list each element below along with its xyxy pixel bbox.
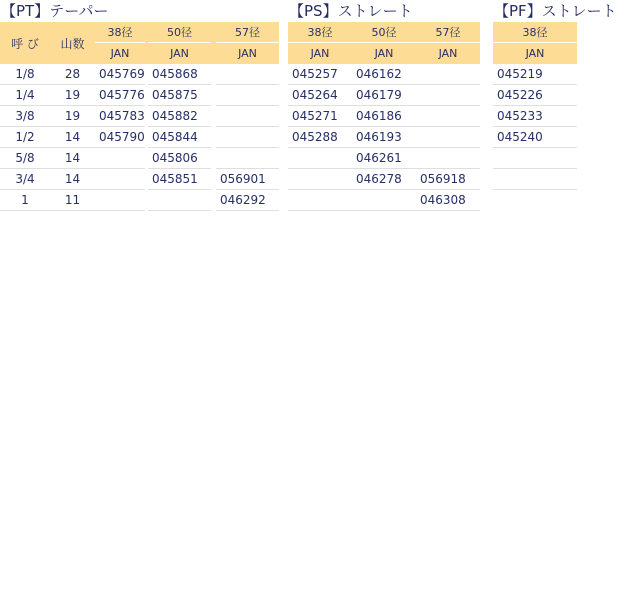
pt-size: 1/2 [0, 127, 50, 148]
table-row [0, 127, 279, 148]
pt-title: 【PT】テーパー [1, 2, 109, 20]
ps-jan-38: 045288 [288, 127, 352, 148]
table-row [493, 169, 577, 190]
pt-size: 3/4 [0, 169, 50, 190]
pf-jan-38 [493, 148, 577, 169]
ps-table [288, 22, 480, 211]
pt-jan-38 [95, 169, 145, 190]
pt-jan-50: 045868 [148, 64, 211, 85]
table-row [0, 148, 279, 169]
pt-jan-50: 045844 [148, 127, 211, 148]
pt-size: 1 [0, 190, 50, 211]
pt-jan-38 [95, 190, 145, 211]
ps-jan-57: 056918 [416, 169, 480, 190]
ps-jan-50 [352, 190, 416, 211]
pt-header-38: 38径 [95, 22, 145, 43]
pf-jan-38: 045233 [493, 106, 577, 127]
pf-jan-38 [493, 169, 577, 190]
pt-jan-38: 045769 [95, 64, 145, 85]
pt-threads: 19 [50, 85, 95, 106]
ps-header-57-jan: JAN [416, 43, 480, 65]
ps-header-38-jan: JAN [288, 43, 352, 65]
pt-header-50-jan: JAN [148, 43, 211, 65]
pt-table [0, 22, 279, 211]
ps-jan-57 [416, 85, 480, 106]
table-row [493, 127, 577, 148]
pt-header-57-jan: JAN [216, 43, 279, 65]
pt-threads: 28 [50, 64, 95, 85]
table-row [288, 148, 480, 169]
pt-threads: 11 [50, 190, 95, 211]
pt-threads: 14 [50, 127, 95, 148]
ps-jan-50: 046193 [352, 127, 416, 148]
pt-jan-50: 045806 [148, 148, 211, 169]
ps-jan-38 [288, 148, 352, 169]
pf-header-38: 38径 [493, 22, 577, 43]
ps-jan-50: 046186 [352, 106, 416, 127]
ps-jan-50: 046179 [352, 85, 416, 106]
ps-jan-50: 046261 [352, 148, 416, 169]
pt-jan-50: 045882 [148, 106, 211, 127]
table-row [288, 169, 480, 190]
pt-jan-57 [216, 148, 279, 169]
pt-jan-50: 045875 [148, 85, 211, 106]
pf-title: 【PF】ストレート [494, 2, 617, 20]
ps-section [288, 0, 480, 211]
ps-jan-38: 045257 [288, 64, 352, 85]
pf-table [493, 22, 577, 190]
pt-size: 1/8 [0, 64, 50, 85]
table-row [288, 190, 480, 211]
ps-jan-57 [416, 127, 480, 148]
pt-jan-38: 045776 [95, 85, 145, 106]
ps-header-50: 50径 [352, 22, 416, 43]
pt-size: 3/8 [0, 106, 50, 127]
table-row [288, 106, 480, 127]
table-row [0, 190, 279, 211]
ps-header-50-jan: JAN [352, 43, 416, 65]
pt-jan-57: 056901 [216, 169, 279, 190]
pf-jan-38: 045219 [493, 64, 577, 85]
ps-jan-38: 045264 [288, 85, 352, 106]
table-row [493, 148, 577, 169]
table-row [493, 106, 577, 127]
pt-threads: 14 [50, 148, 95, 169]
ps-title: 【PS】ストレート [289, 2, 413, 20]
ps-jan-57 [416, 106, 480, 127]
ps-jan-57 [416, 64, 480, 85]
pt-size: 1/4 [0, 85, 50, 106]
ps-jan-50: 046162 [352, 64, 416, 85]
pt-header-50: 50径 [148, 22, 211, 43]
ps-jan-57 [416, 148, 480, 169]
ps-jan-38 [288, 169, 352, 190]
pt-jan-57: 046292 [216, 190, 279, 211]
ps-jan-38 [288, 190, 352, 211]
table-row [0, 64, 279, 85]
pt-header-size: 呼 び [0, 22, 50, 64]
pt-jan-50 [148, 190, 211, 211]
ps-jan-50: 046278 [352, 169, 416, 190]
pf-header-38-jan: JAN [493, 43, 577, 65]
table-row [493, 85, 577, 106]
pf-jan-38: 045240 [493, 127, 577, 148]
table-row [288, 85, 480, 106]
ps-header-57: 57径 [416, 22, 480, 43]
ps-jan-57: 046308 [416, 190, 480, 211]
pt-jan-57 [216, 127, 279, 148]
pf-jan-38: 045226 [493, 85, 577, 106]
pt-jan-38: 045783 [95, 106, 145, 127]
table-row [288, 127, 480, 148]
pt-header-38-jan: JAN [95, 43, 145, 65]
pt-section [0, 0, 279, 211]
pt-header-threads: 山数 [50, 22, 95, 64]
table-row [288, 64, 480, 85]
pt-size: 5/8 [0, 148, 50, 169]
pt-threads: 19 [50, 106, 95, 127]
pt-jan-57 [216, 85, 279, 106]
table-row [0, 169, 279, 190]
pt-jan-38: 045790 [95, 127, 145, 148]
table-row [493, 64, 577, 85]
pt-jan-50: 045851 [148, 169, 211, 190]
pt-jan-57 [216, 64, 279, 85]
pt-jan-38 [95, 148, 145, 169]
ps-header-38: 38径 [288, 22, 352, 43]
table-row [0, 106, 279, 127]
ps-jan-38: 045271 [288, 106, 352, 127]
pt-header-57: 57径 [216, 22, 279, 43]
pt-jan-57 [216, 106, 279, 127]
table-row [0, 85, 279, 106]
pf-section [493, 0, 617, 190]
pt-threads: 14 [50, 169, 95, 190]
